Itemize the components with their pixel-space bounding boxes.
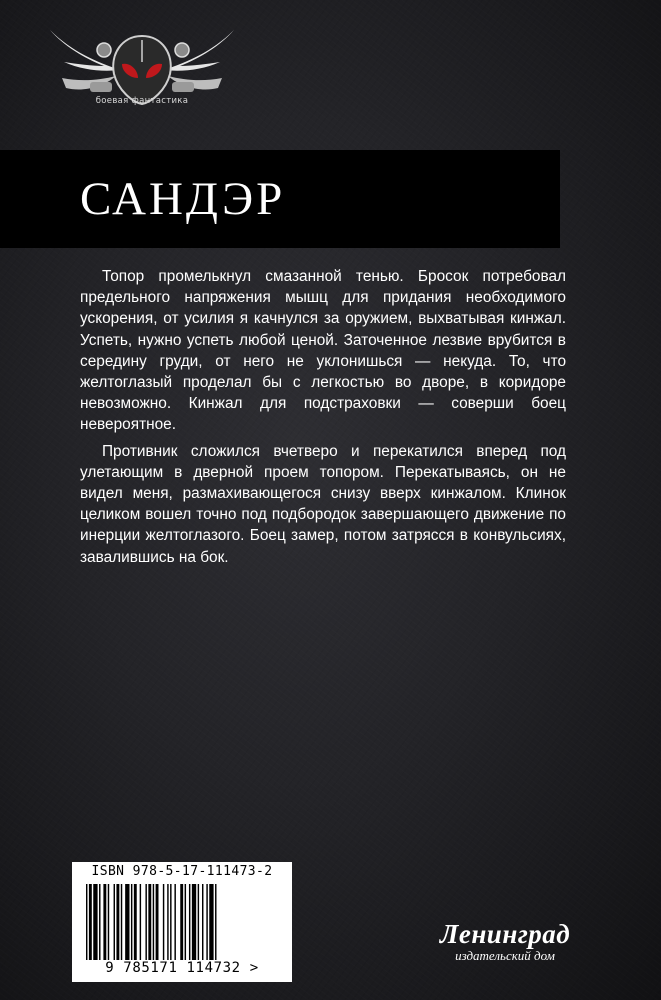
barcode-bar bbox=[114, 884, 115, 960]
series-logo-caption: боевая фантастика bbox=[95, 96, 189, 106]
barcode-bar bbox=[103, 884, 106, 960]
barcode-digits: 9 785171 114732 > bbox=[105, 960, 259, 976]
blurb-paragraph: Противник сложился вчетверо и перекатился вперед под улетающим в дверной проем топором. Перекатываясь, он не видел меня, размахивающегося снизу вверх кинжалом. Клинок целиком вошел точно под подбородок завершающего движение по инерции желтоглазого. Боец замер, потом затрясся в конвульсиях, завалившись на бок. bbox=[80, 442, 566, 566]
barcode-bar bbox=[156, 884, 159, 960]
barcode-bar bbox=[131, 884, 132, 960]
barcode-bar bbox=[93, 884, 97, 960]
isbn-barcode bbox=[72, 862, 292, 982]
barcode-bar bbox=[185, 884, 186, 960]
barcode-bar bbox=[121, 884, 122, 960]
book-title: САНДЭР bbox=[80, 173, 286, 225]
isbn-label: ISBN 978-5-17-111473-2 bbox=[91, 864, 273, 879]
barcode-bar bbox=[167, 884, 168, 960]
barcode-bars bbox=[84, 884, 284, 960]
barcode-bar bbox=[215, 884, 216, 960]
publisher-subtitle: издательский дом bbox=[455, 948, 555, 963]
barcode-bar bbox=[202, 884, 203, 960]
blurb-text bbox=[80, 266, 566, 573]
barcode-bar bbox=[148, 884, 151, 960]
barcode-bar bbox=[189, 884, 190, 960]
barcode-bar bbox=[174, 884, 175, 960]
barcode-bar bbox=[145, 884, 146, 960]
barcode-bar bbox=[206, 884, 207, 960]
barcode-bar bbox=[125, 884, 129, 960]
barcode-bar bbox=[89, 884, 92, 960]
blurb-paragraph: Топор промелькнул смазанной тенью. Бросок потребовал предельного напряжения мышц для придания необходимого ускорения, от усилия я качнулся за оружием, выхватывая кинжал. Успеть, нужно успеть любой ценой. Заточенное лезвие врубится в середину груди, от него не уклонишься — некуда. То, что желтоглазый проделал бы с легкостью во дворе, в коридоре невозможно. Кинжал для подстраховки — соверши боец невероятное. bbox=[80, 268, 566, 434]
barcode-bar bbox=[134, 884, 137, 960]
barcode-bar bbox=[108, 884, 109, 960]
barcode-bar bbox=[170, 884, 171, 960]
barcode-bar bbox=[209, 884, 213, 960]
barcode-bar bbox=[99, 884, 100, 960]
barcode-bar bbox=[180, 884, 183, 960]
barcode-bar bbox=[140, 884, 141, 960]
barcode-bar bbox=[86, 884, 87, 960]
barcode-bar bbox=[192, 884, 196, 960]
series-logo-icon bbox=[42, 22, 242, 122]
barcode-bar bbox=[198, 884, 199, 960]
barcode-bar bbox=[153, 884, 154, 960]
barcode-bar bbox=[116, 884, 119, 960]
barcode-bar bbox=[163, 884, 164, 960]
publisher-name: Ленинград bbox=[439, 919, 571, 949]
publisher-logo bbox=[420, 920, 590, 964]
